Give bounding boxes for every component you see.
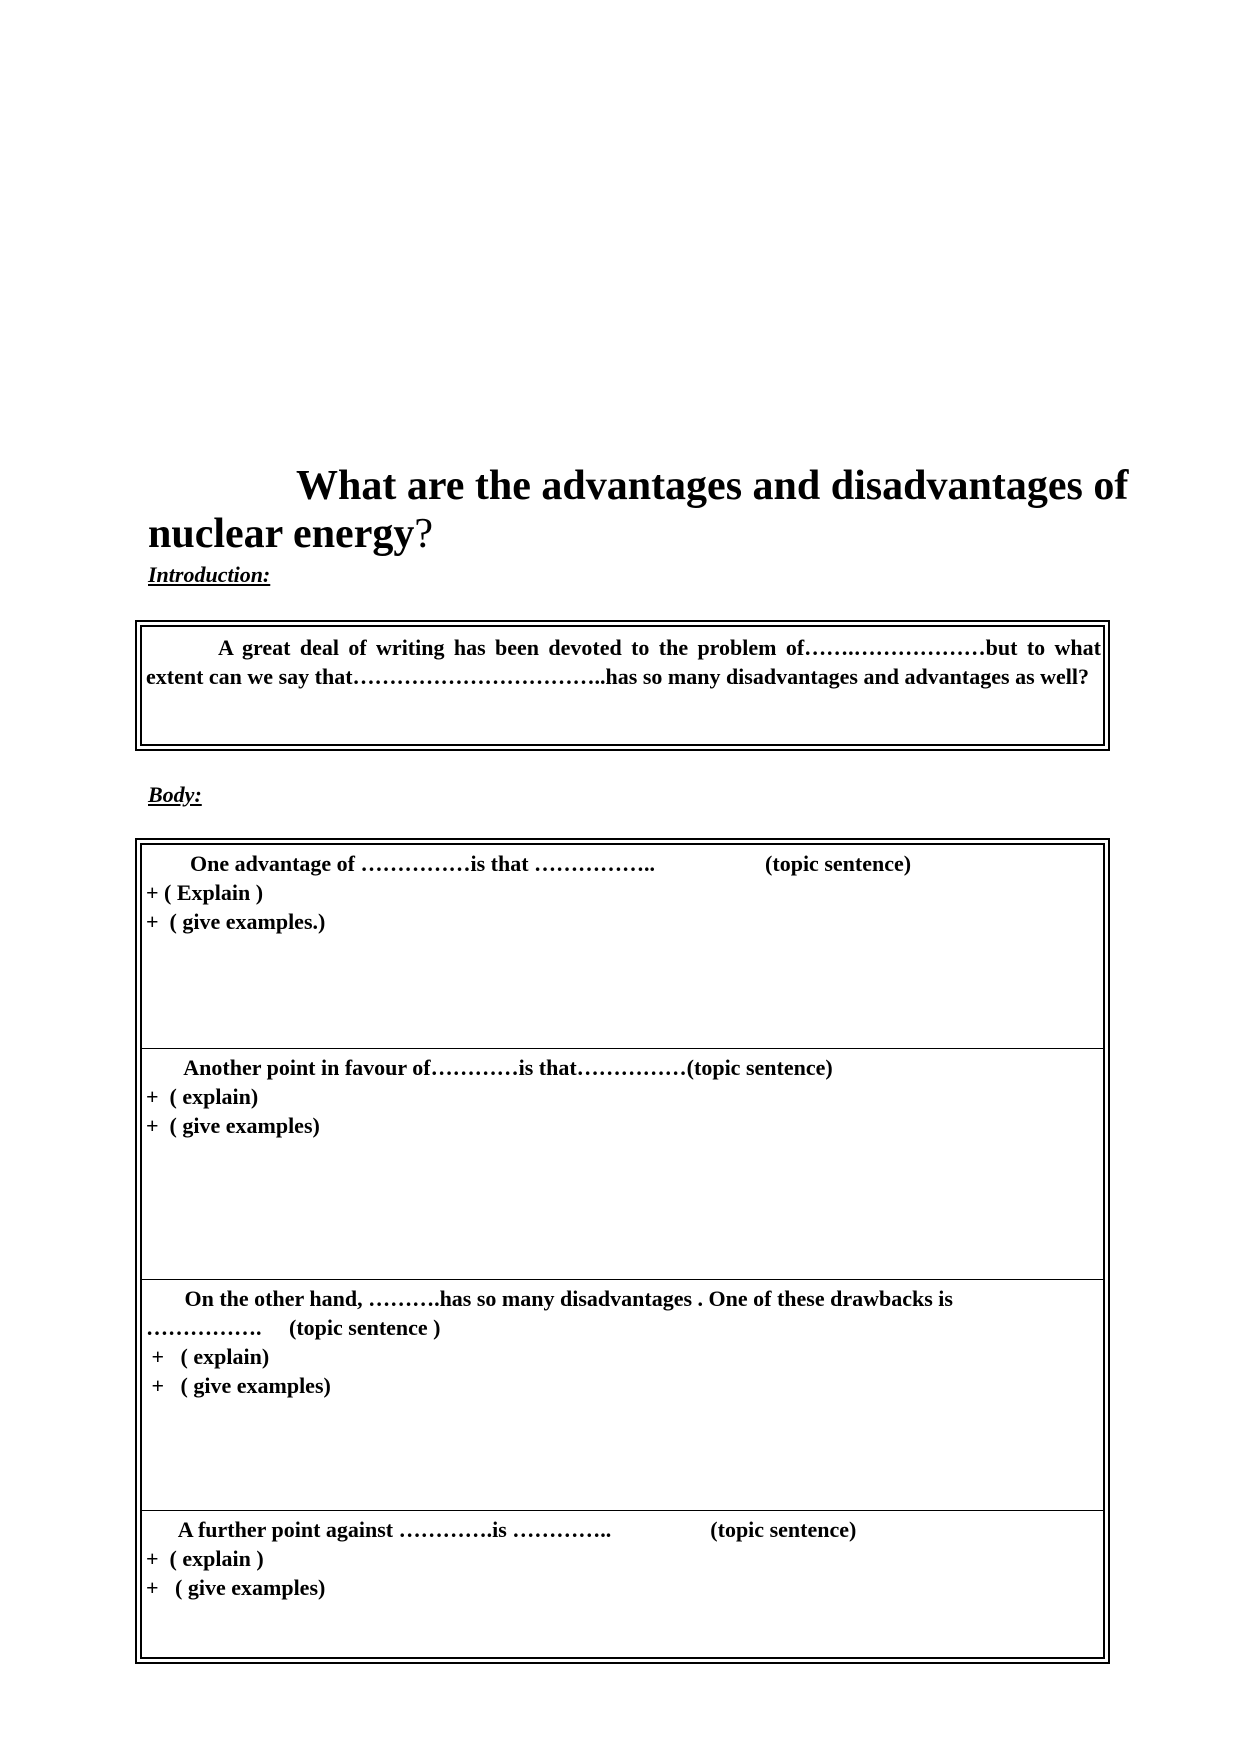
introduction-text: A great deal of writing has been devoted to the problem of…….………………but to what extent can we say that……………………………..has so many disadvantages and advantages as well? [146, 635, 1101, 689]
explain-line: + ( Explain ) [146, 880, 264, 905]
introduction-box [135, 620, 1110, 751]
topic-sentence-line: Another point in favour of…………is that……………(topic sentence) [146, 1055, 833, 1080]
topic-sentence-line-continued: ……………. (topic sentence ) [146, 1315, 441, 1340]
title-question-mark: ? [414, 511, 433, 557]
examples-line: + ( give examples) [146, 1373, 331, 1398]
page-title [148, 462, 1138, 558]
topic-sentence-line: One advantage of ……………is that …………….. (topic sentence) [146, 851, 912, 876]
title-text: What are the advantages and disadvantages of nuclear energy [148, 463, 1129, 557]
advantage-section-2 [142, 1048, 1103, 1279]
explain-line: + ( explain) [146, 1344, 270, 1369]
advantage-section-1 [142, 845, 1103, 1048]
examples-line: + ( give examples.) [146, 909, 326, 934]
disadvantage-section-2 [142, 1510, 1103, 1657]
explain-line: + ( explain ) [146, 1546, 264, 1571]
body-box [135, 838, 1110, 1664]
topic-sentence-line: A further point against ………….is ………….. (topic sentence) [146, 1517, 857, 1542]
body-heading: Body: [148, 782, 202, 807]
examples-line: + ( give examples) [146, 1575, 326, 1600]
disadvantage-section-1 [142, 1279, 1103, 1510]
introduction-heading: Introduction: [148, 562, 271, 587]
topic-sentence-line: On the other hand, ……….has so many disadvantages . One of these drawbacks is [146, 1286, 953, 1311]
examples-line: + ( give examples) [146, 1113, 320, 1138]
explain-line: + ( explain) [146, 1084, 259, 1109]
